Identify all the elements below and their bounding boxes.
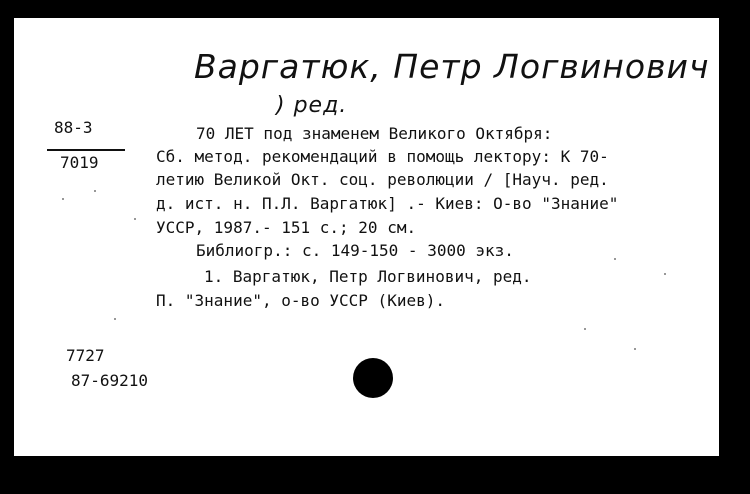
scan-speck (114, 318, 116, 320)
scan-speck (134, 218, 136, 220)
handwritten-role: ) ред. (276, 93, 348, 118)
entry-line-tracing-1: 1. Варгатюк, Петр Логвинович, ред. (204, 267, 532, 286)
scan-speck (634, 348, 636, 350)
scan-speck (62, 198, 64, 200)
entry-line-4: д. ист. н. П.Л. Варгатюк] .- Киев: О-во "Знание" (156, 194, 619, 213)
scan-speck (584, 328, 586, 330)
entry-line-title: 70 ЛЕТ под знаменем Великого Октября: (196, 124, 553, 143)
scan-speck (664, 273, 666, 275)
call-number-divider (47, 149, 125, 151)
entry-line-5: УССР, 1987.- 151 с.; 20 см. (156, 218, 417, 237)
scan-speck (94, 190, 96, 192)
bottom-code-2: 87-69210 (71, 371, 149, 390)
entry-line-bibliography: Библиогр.: с. 149-150 - 3000 экз. (196, 241, 514, 260)
handwritten-author-name: Варгатюк, Петр Логвинович (194, 47, 710, 86)
punch-hole (353, 358, 393, 398)
bottom-code-1: 7727 (66, 346, 105, 365)
catalog-card (14, 18, 719, 456)
call-number-top: 88-3 (54, 118, 93, 137)
call-number-bottom: 7019 (60, 153, 99, 172)
entry-line-3: летию Великой Окт. соц. революции / [Науч. ред. (156, 170, 609, 189)
entry-line-tracing-2: П. "Знание", о-во УССР (Киев). (156, 291, 445, 310)
scan-speck (614, 258, 616, 260)
entry-line-2: Сб. метод. рекомендаций в помощь лектору: К 70- (156, 147, 609, 166)
